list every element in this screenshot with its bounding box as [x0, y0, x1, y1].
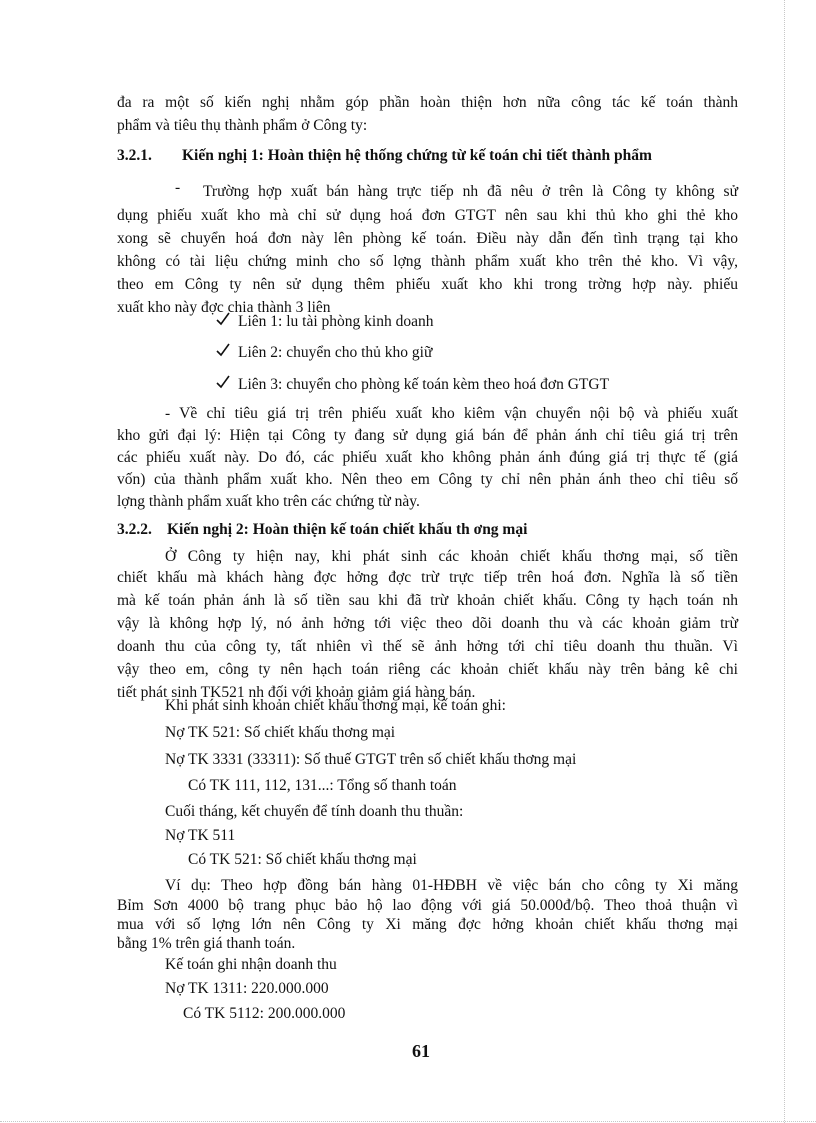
- example-line: Ví dụ: Theo hợp đồng bán hàng 01-HĐBH về việc bán cho công ty Xi măng: [165, 877, 738, 894]
- example-line: mua với số lợng lớn nên Công ty Xi măng đợc hởng khoản chiết khấu thơng mại: [117, 916, 738, 933]
- paragraph-line: tiết phát sinh TK521 nh đối với khoản giảm giá hàng bán.: [117, 684, 476, 701]
- paragraph-line: xuất kho này đợc chia thành 3 liên: [117, 299, 331, 316]
- entry-line: Khi phát sinh khoản chiết khấu thơng mại, kế toán ghi:: [165, 697, 506, 714]
- paragraph-line: xong sẽ chuyển hoá đơn này lên phòng kế toán. Điều này dẫn đến tình trạng tại kho: [117, 230, 738, 247]
- paragraph-line: không có tài liệu chứng minh cho số lợng thành phẩm xuất kho trên thẻ kho. Vì vậy,: [117, 253, 738, 270]
- entry-line: Nợ TK 511: [165, 827, 236, 844]
- entry-line: Có TK 521: Số chiết khấu thơng mại: [188, 851, 417, 868]
- checkmark-icon: [216, 343, 230, 357]
- paragraph-line: Ở Công ty hiện nay, khi phát sinh các khoản chiết khấu thơng mại, số tiền: [165, 548, 738, 565]
- paragraph-line: doanh thu của công ty, tất nhiên vì thế sẽ ảnh hởng tới chỉ tiêu doanh thu thuần. Vì: [117, 638, 738, 655]
- paragraph-line: kho gửi đại lý: Hiện tại Công ty đang sử dụng giá bán để phản ánh chỉ tiêu giá trị trên: [117, 427, 738, 444]
- entry-line: Nợ TK 521: Số chiết khấu thơng mại: [165, 724, 396, 741]
- paragraph-line: vốn) của thành phẩm xuất kho. Nên theo em Công ty chỉ nên phản ánh theo chỉ tiêu số: [117, 471, 738, 488]
- entry-line: Có TK 111, 112, 131...: Tổng số thanh toán: [188, 777, 457, 794]
- checklist-item: Liên 2: chuyển cho thủ kho giữ: [238, 344, 433, 361]
- paragraph-line: dụng phiếu xuất kho mà chỉ sử dụng hoá đơn GTGT nên sau khi thủ kho ghi thẻ kho: [117, 207, 738, 224]
- section-title: Kiến nghị 1: Hoàn thiện hệ thống chứng từ kế toán chi tiết thành phẩm: [182, 147, 652, 164]
- paragraph-line: theo em Công ty nên sử dụng thêm phiếu xuất kho khi trong trờng hợp này. phiếu: [117, 276, 738, 293]
- checkmark-icon: [216, 312, 230, 326]
- section-number: 3.2.1.: [117, 147, 152, 164]
- entry-line: Nợ TK 3331 (33311): Số thuế GTGT trên số chiết khấu thơng mại: [165, 751, 577, 768]
- entry-line: Cuối tháng, kết chuyển để tính doanh thu thuần:: [165, 803, 464, 820]
- intro-line: phẩm và tiêu thụ thành phẩm ở Công ty:: [117, 117, 368, 134]
- section-number: 3.2.2.: [117, 521, 152, 538]
- revenue-line: Kế toán ghi nhận doanh thu: [165, 956, 337, 973]
- example-line: bằng 1% trên giá thanh toán.: [117, 935, 296, 952]
- paragraph-line: - Về chỉ tiêu giá trị trên phiếu xuất kho kiêm vận chuyển nội bộ và phiếu xuất: [165, 405, 738, 422]
- page-bottom-border: [0, 1121, 816, 1122]
- checklist-item: Liên 1: lu tài phòng kinh doanh: [238, 313, 434, 330]
- paragraph-line: lợng thành phẩm xuất kho trên các chứng từ này.: [117, 493, 420, 510]
- paragraph-line: mà kế toán phản ánh là số tiền sau khi đã trừ khoản chiết khấu. Công ty hạch toán nh: [117, 592, 738, 609]
- revenue-line: Có TK 5112: 200.000.000: [183, 1005, 346, 1022]
- revenue-line: Nợ TK 1311: 220.000.000: [165, 980, 329, 997]
- bullet-dash: -: [175, 179, 181, 196]
- paragraph-line: Trường hợp xuất bán hàng trực tiếp nh đã nêu ở trên là Công ty không sử: [203, 183, 738, 200]
- paragraph-line: chiết khấu mà khách hàng đợc hởng đợc trừ trực tiếp trên hoá đơn. Nghĩa là số tiền: [117, 569, 738, 586]
- paragraph-line: các phiếu xuất này. Do đó, các phiếu xuất kho không phản ánh đúng giá trị thực tế (giá: [117, 449, 738, 466]
- page-right-border: [784, 0, 785, 1123]
- example-line: Bỉm Sơn 4000 bộ trang phục bảo hộ lao động với giá 50.000đ/bộ. Theo thoả thuận vì: [117, 897, 738, 914]
- paragraph-line: vậy là không hợp lý, nó ảnh hởng tới việc theo dõi doanh thu và các khoản giảm trừ: [117, 615, 738, 632]
- intro-line: đa ra một số kiến nghị nhằm góp phần hoàn thiện hơn nữa công tác kế toán thành: [117, 94, 738, 111]
- paragraph-line: vậy theo em, công ty nên hạch toán riêng các khoản chiết khấu này trên bảng kê chi: [117, 661, 738, 678]
- checkmark-icon: [216, 375, 230, 389]
- checklist-item: Liên 3: chuyển cho phòng kế toán kèm theo hoá đơn GTGT: [238, 376, 610, 393]
- page-number: 61: [412, 1041, 430, 1061]
- section-title: Kiến nghị 2: Hoàn thiện kế toán chiết khấu th ơng mại: [167, 521, 528, 538]
